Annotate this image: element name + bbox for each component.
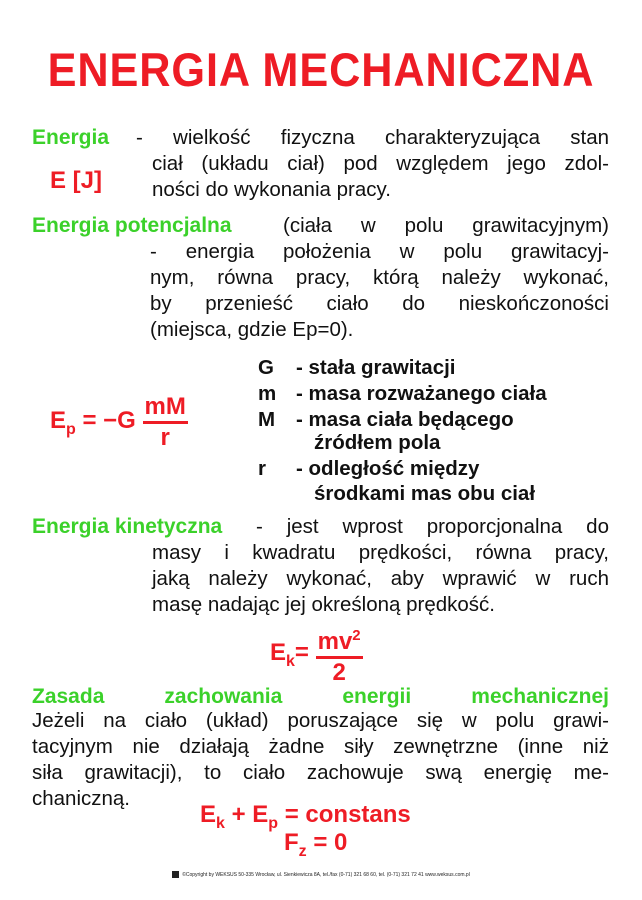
legend-r: r - odległość między bbox=[258, 457, 480, 480]
formula-denominator: 2 bbox=[332, 659, 346, 686]
formula-numerator: $mv^2$ bbox=[316, 622, 363, 659]
page-title: ENERGIA MECHANICZNA bbox=[47, 43, 595, 96]
potential-energy-formula: $E_p = -G$ $\frac{mM}{r}$ bbox=[50, 393, 186, 451]
potencjalna-line-1: (ciała w polu grawitacyjnym) bbox=[283, 214, 609, 237]
kinetyczna-line-1: - jest wprost proporcjonalna do bbox=[256, 515, 609, 538]
zasada-heading: Zasada zachowania energii mechanicznej bbox=[32, 685, 609, 708]
energia-line-1: - wielkość fizyczna charakteryzująca stan bbox=[136, 126, 609, 149]
legend-M: M - masa ciała będącego bbox=[258, 408, 514, 431]
potencjalna-term: Energia potencjalna bbox=[32, 214, 232, 237]
zasada-line-3: siła grawitacji), to ciało zachowuje swą energię me- bbox=[32, 761, 609, 784]
potencjalna-line-2: - energia położenia w polu grawitacyj- bbox=[150, 240, 609, 263]
kinetyczna-line-3: jaką należy wykonać, aby wprawić w ruch bbox=[152, 567, 609, 590]
footer-text: ©Copyright by WEKSUS 50-335 Wrocław, ul. Sienkiewicza 8A, tel./fax (0-71) 321 68 60, tel. (0-71) 321 72 41 www.weksus.com.pl bbox=[182, 871, 470, 878]
legend-r-line-2: środkami mas obu ciał bbox=[314, 482, 536, 505]
conservation-formula: $E_k + E_p$ = constans bbox=[200, 801, 411, 832]
energia-term: Energia bbox=[32, 126, 110, 149]
energia-unit: E [J] bbox=[50, 167, 103, 194]
kinetic-energy-formula: $E_k=$ $\frac{mv^2}{2}$ bbox=[270, 622, 363, 687]
potencjalna-line-5: (miejsca, gdzie Ep=0). bbox=[150, 318, 354, 341]
kinetyczna-line-2: masy i kwadratu prędkości, równa pracy, bbox=[152, 541, 609, 564]
zasada-line-4: chaniczną. bbox=[32, 787, 131, 810]
footer bbox=[0, 871, 642, 878]
energia-line-3: ności do wykonania pracy. bbox=[152, 178, 391, 201]
publisher-logo-icon bbox=[172, 871, 179, 878]
net-force-formula: $F_z = 0$ bbox=[284, 829, 348, 860]
potencjalna-line-3: nym, równa pracy, którą należy wykonać, bbox=[150, 266, 609, 289]
kinetyczna-term: Energia kinetyczna bbox=[32, 515, 223, 538]
legend-M-line-2: źródłem pola bbox=[314, 431, 441, 454]
formula-numerator: mM bbox=[143, 393, 188, 424]
energia-line-2: ciał (układu ciał) pod względem jego zdol- bbox=[152, 152, 609, 175]
legend-G: G - stała grawitacji bbox=[258, 356, 456, 379]
zasada-line-2: tacyjnym nie działają żadne siły zewnętrzne (inne niż bbox=[32, 735, 609, 758]
zasada-line-1: Jeżeli na ciało (układ) poruszające się w polu grawi- bbox=[32, 709, 609, 732]
kinetyczna-line-4: masę nadając jej określoną prędkość. bbox=[152, 593, 495, 616]
potencjalna-line-4: by przenieść ciało do nieskończoności bbox=[150, 292, 609, 315]
legend-m: m - masa rozważanego ciała bbox=[258, 382, 547, 405]
formula-denominator: r bbox=[160, 424, 170, 451]
